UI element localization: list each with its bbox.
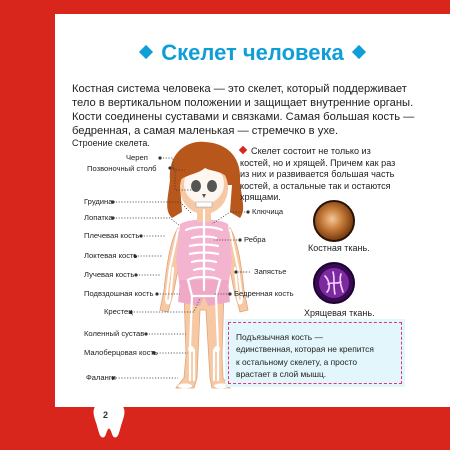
note-line: к остальному скелету, а просто — [236, 356, 358, 367]
label-fibula: Малоберцовая кость — [84, 348, 158, 357]
intro-line: Костная система человека — это скелет, который поддерживает — [72, 83, 407, 95]
fact-line: костей, а остальные так и остаются — [240, 180, 391, 191]
label-humerus: Плечевая кость — [84, 231, 140, 240]
label-ilium: Подвздошная кость — [84, 289, 154, 298]
label-spine: Позвоночный столб — [87, 164, 157, 173]
note-line: врастает в слой мышц. — [236, 369, 327, 380]
cartilage-tissue-image — [313, 262, 355, 304]
intro-line: тело в вертикальном положении и защищает внутренние органы. — [72, 97, 414, 109]
label-clavicle: Ключица — [252, 207, 284, 216]
note-text — [236, 331, 374, 381]
label-skull: Череп — [126, 153, 148, 162]
label-phalanges: Фаланги — [86, 373, 116, 382]
title-text: Скелет человека — [161, 40, 344, 65]
intro-line: Кости соединены суставами и связками. Самая большая кость — — [72, 111, 415, 123]
label-ribs: Ребра — [244, 235, 266, 244]
fact-line: Скелет состоит не только из — [251, 146, 371, 156]
fact-block — [240, 146, 420, 204]
intro-line: бедренная, а самая маленькая — стремечко в ухе. — [72, 125, 339, 137]
bullet-icon — [239, 146, 247, 154]
label-sacrum: Крестец — [104, 307, 133, 316]
label-scapula: Лопатка — [84, 213, 113, 222]
fact-line: костей, но и хрящей. Причем как раз — [240, 157, 396, 168]
structure-caption: Строение скелета. — [72, 138, 150, 148]
fact-line: хрящами. — [240, 192, 281, 203]
label-ulna: Локтевая кость — [84, 251, 138, 260]
bone-tissue-image — [313, 200, 355, 242]
label-femur: Бедренная кость — [234, 289, 294, 298]
label-radius: Лучевая кость — [84, 270, 135, 279]
cartilage-tissue-caption: Хрящевая ткань. — [304, 308, 375, 318]
label-wrist: Запястье — [254, 267, 287, 276]
note-line: Подъязычная кость — — [236, 332, 323, 342]
label-knee: Коленный сустав — [84, 329, 145, 338]
bone-tissue-caption: Костная ткань. — [308, 243, 370, 253]
note-line: единственная, которая не крепится — [236, 344, 374, 355]
page-number: 2 — [103, 410, 109, 420]
fact-line: из них и развивается большая часть — [240, 169, 395, 180]
label-sternum: Грудина — [84, 197, 113, 206]
